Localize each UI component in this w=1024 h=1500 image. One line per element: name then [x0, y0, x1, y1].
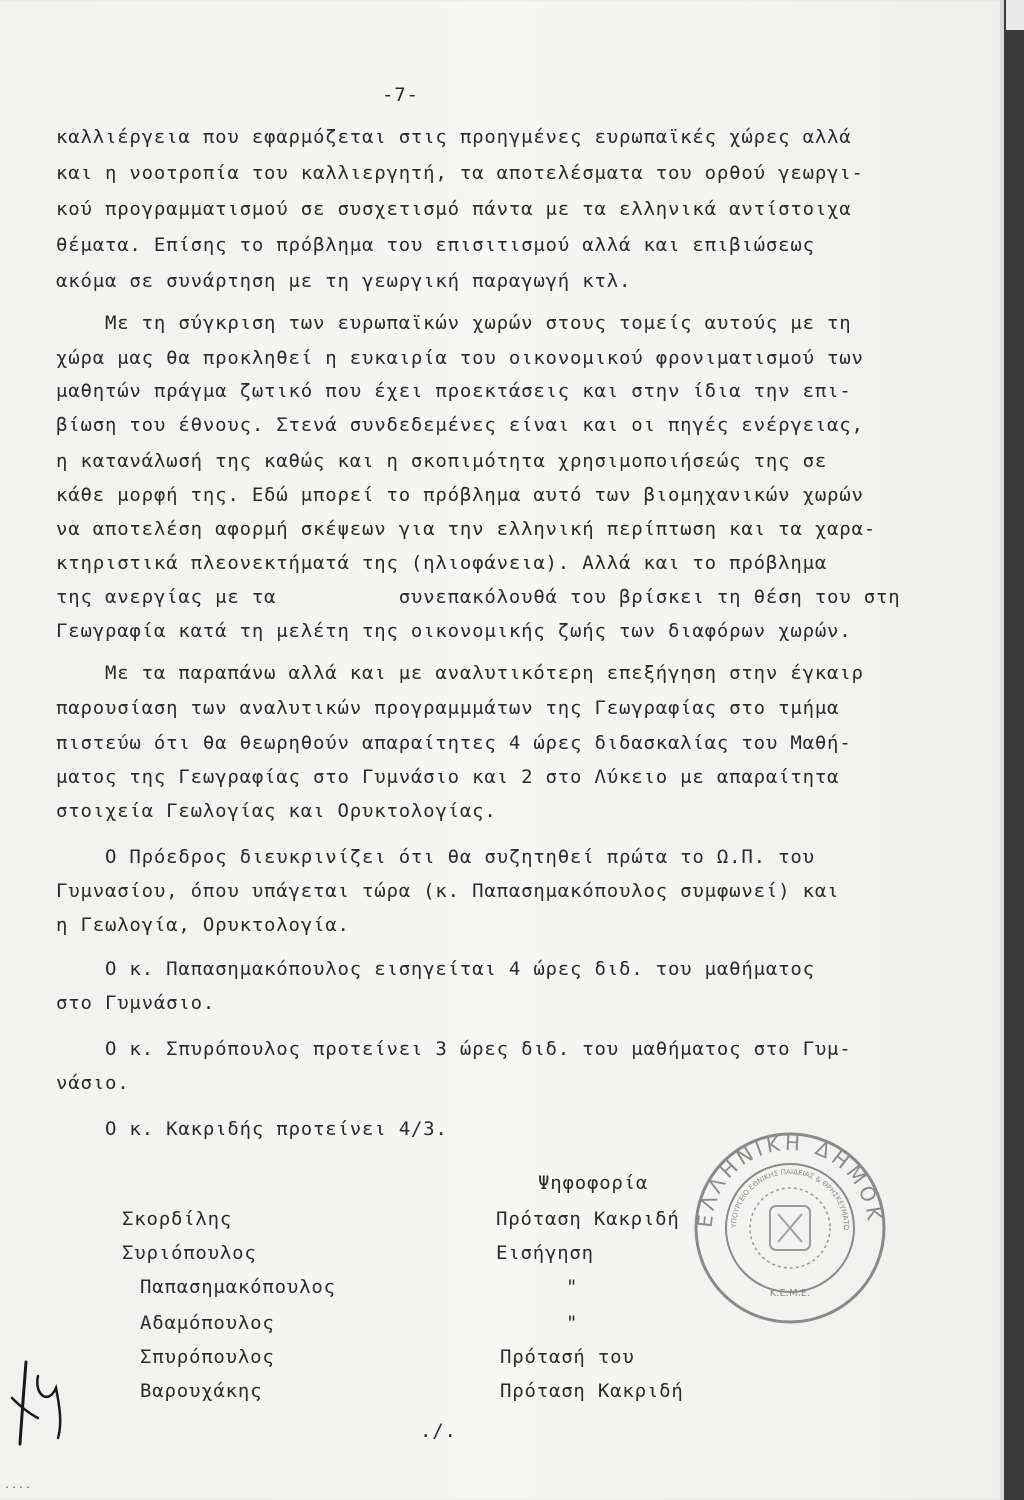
voter-choice: " [566, 1276, 579, 1298]
text-line: κτηριστικά πλεονεκτήματά της (ηλιοφάνεια). Αλλά και το πρόβλημα [56, 552, 828, 574]
voter-choice: Εισήγηση [496, 1242, 594, 1264]
stamp-code: Κ.Ε.Μ.Ε. [769, 1288, 811, 1299]
text-line: πιστεύω ότι θα θεωρηθούν απαραίτητες 4 ώρες διδασκαλίας του Μαθή- [56, 732, 852, 754]
text-line: ακόμα σε συνάρτηση με τη γεωργική παραγωγή κτλ. [56, 270, 632, 292]
text-line: παρουσίαση των αναλυτικών προγραμμμάτων της Γεωγραφίας στο τμήμα [56, 697, 840, 719]
voter-choice: " [566, 1312, 579, 1334]
stamp-inner-text: ΥΠΟΥΡΓΕΙΟ ΕΘΝΙΚΗΣ ΠΑΙΔΕΙΑΣ & ΘΡΗΣΚΕΥΜΑΤΩ [729, 1167, 851, 1231]
text-line: κάθε μορφή της. Εδώ μπορεί το πρόβλημα αυτό των βιομηχανικών χωρών [56, 484, 864, 506]
vote-heading: Ψηφοφορία [538, 1172, 649, 1194]
text-line: στο Γυμνάσιο. [56, 992, 216, 1014]
official-stamp [690, 1128, 890, 1332]
text-line: καλλιέργεια που εφαρμόζεται στις προηγμένες ευρωπαϊκές χώρες αλλά [56, 126, 852, 148]
text-line: Ο κ. Παπασημακόπουλος εισηγείται 4 ώρες διδ. του μαθήματος [56, 958, 815, 980]
footer-dots: .... [4, 1480, 33, 1491]
binding-shadow [1004, 0, 1024, 1500]
text-line: ματος της Γεωγραφίας στο Γυμνάσιο και 2 στο Λύκειο με απαραίτητα [56, 766, 840, 788]
text-line: κού προγραμματισμού σε συσχετισμό πάντα με τα ελληνικά αντίστοιχα [56, 198, 852, 220]
text-line: χώρα μας θα προκληθεί η ευκαιρία του οικονομικού φρονιματισμού των [56, 347, 864, 369]
voter-choice: Πρότασή του [500, 1346, 635, 1368]
voter-choice: Πρόταση Κακριδή [500, 1380, 684, 1402]
voter-name: Βαρουχάκης [140, 1380, 263, 1402]
text-line: Γυμνασίου, όπου υπάγεται τώρα (κ. Παπασημακόπουλος συμφωνεί) και [56, 880, 840, 902]
text-line: της ανεργίας με τα συνεπακόλουθά του βρίσκει τη θέση του στη [56, 586, 901, 608]
stamp-outer-text: ΕΛΛΗΝΙΚΗ ΔΗΜΟΚ [692, 1130, 888, 1229]
text-line: η Γεωλογία, Ορυκτολογία. [56, 914, 350, 936]
text-line: η κατανάλωσή της καθώς και η σκοπιμότητα χρησιμοποιήσεώς της σε [56, 450, 828, 472]
text-line: Ο κ. Κακριδής προτείνει 4/3. [56, 1118, 448, 1140]
voter-name: Συριόπουλος [122, 1242, 257, 1264]
page-corner [1006, 0, 1024, 30]
continuation-mark: ./. [420, 1420, 457, 1442]
text-line: Γεωγραφία κατά τη μελέτη της οικονομικής ζωής των διαφόρων χωρών. [56, 620, 852, 642]
voter-choice: Πρόταση Κακριδή [496, 1208, 680, 1230]
text-line: νάσιο. [56, 1072, 130, 1094]
voter-name: Αδαμόπουλος [140, 1312, 275, 1334]
page-number: -7- [382, 84, 419, 106]
text-line: Με τη σύγκριση των ευρωπαϊκών χωρών στους τομείς αυτούς με τη [56, 312, 852, 334]
text-line: στοιχεία Γεωλογίας και Ορυκτολογίας. [56, 800, 497, 822]
text-line: βίωση του έθνους. Στενά συνδεδεμένες είναι και οι πηγές ενέργειας, [56, 414, 864, 436]
text-line: Ο Πρόεδρος διευκρινίζει ότι θα συζητηθεί πρώτα το Ω.Π. του [56, 846, 815, 868]
text-line: Με τα παραπάνω αλλά και με αναλυτικότερη επεξήγηση στην έγκαιρ [56, 662, 864, 684]
voter-name: Παπασημακόπουλος [140, 1276, 336, 1298]
text-line: να αποτελέση αφορμή σκέψεων για την ελληνική περίπτωση και τα χαρα- [56, 518, 877, 540]
handwritten-signature [8, 1358, 78, 1452]
text-line: μαθητών πράγμα ζωτικό που έχει προεκτάσεις και στην ίδια την επι- [56, 380, 852, 402]
voter-name: Σκορδίλης [122, 1208, 233, 1230]
text-line: θέματα. Επίσης το πρόβλημα του επισιτισμού αλλά και επιβιώσεως [56, 234, 815, 256]
svg-text:ΕΛΛΗΝΙΚΗ ΔΗΜΟΚΡΑΤΙΑ [690, 1128, 887, 1229]
voter-name: Σπυρόπουλος [140, 1346, 275, 1368]
text-line: και η νοοτροπία του καλλιεργητή, τα αποτελέσματα του ορθού γεωργι- [56, 162, 864, 184]
text-line: Ο κ. Σπυρόπουλος προτείνει 3 ώρες διδ. του μαθήματος στο Γυμ- [56, 1038, 852, 1060]
